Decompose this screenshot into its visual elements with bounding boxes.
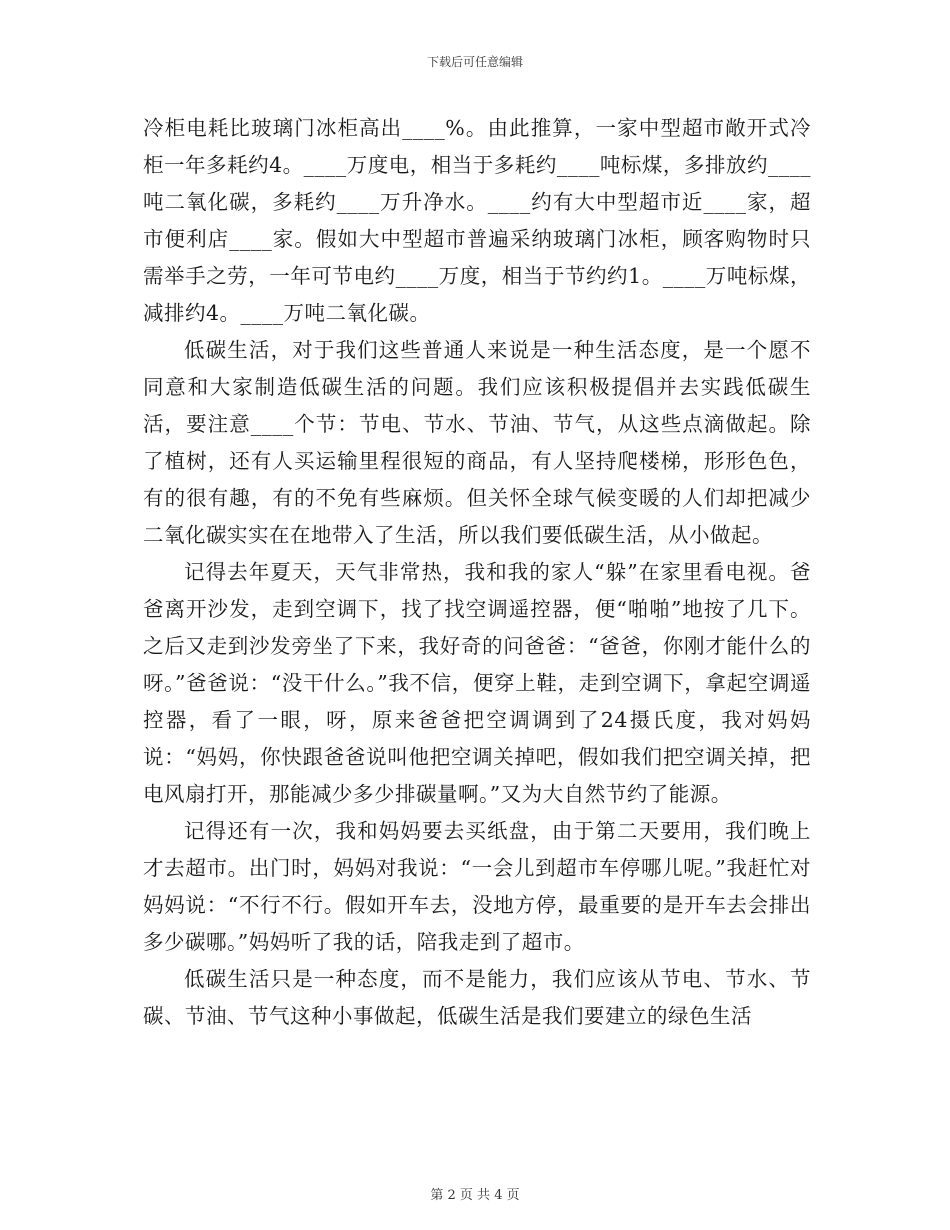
- document-body: [143, 110, 811, 1035]
- page-footer: 第 2 页 共 4 页: [430, 1188, 520, 1203]
- paragraph-2: 低碳生活，对于我们这些普通人来说是一种生活态度，是一个愿不同意和大家制造低碳生活的问题。我们应该积极提倡并去实践低碳生活，要注意____个节：节电、节水、节油、节气，从这些点滴做起。除了植树，还有人买运输里程很短的商品，有人坚持爬楼梯，形形色色，有的很有趣，有的不免有些麻烦。但关怀全球气候变暖的人们却把减少二氧化碳实实在在地带入了生活，所以我们要低碳生活，从小做起。: [143, 338, 811, 547]
- paragraph-4: 记得还有一次，我和妈妈要去买纸盘，由于第二天要用，我们晚上才去超市。出门时，妈妈对我说：“一会儿到超市车停哪儿呢。”我赶忙对妈妈说：“不行不行。假如开车去，没地方停，最重要的是开车去会排出多少碳哪。”妈妈听了我的话，陪我走到了超市。: [143, 819, 811, 954]
- paragraph-5: 低碳生活只是一种态度，而不是能力，我们应该从节电、节水、节碳、节油、节气这种小事做起，低碳生活是我们要建立的绿色生活: [143, 967, 811, 1028]
- paragraph-3: 记得去年夏天，天气非常热，我和我的家人“躲”在家里看电视。爸爸离开沙发，走到空调下，找了找空调遥控器，便“啪啪”地按了几下。之后又走到沙发旁坐了下来，我好奇的问爸爸：“爸爸，你刚才能什么的呀。”爸爸说：“没干什么。”我不信，便穿上鞋，走到空调下，拿起空调遥控器，看了一眼，呀，原来爸爸把空调调到了24摄氏度，我对妈妈说：“妈妈，你快跟爸爸说叫他把空调关掉吧，假如我们把空调关掉，把电风扇打开，那能减少多少排碳量啊。”又为大自然节约了能源。: [143, 560, 811, 806]
- paragraph-1: 冷柜电耗比玻璃门冰柜高出____%。由此推算，一家中型超市敞开式冷柜一年多耗约4。____万度电，相当于多耗约____吨标煤，多排放约____吨二氧化碳，多耗约____万升净水。____约有大中型超市近____家，超市便利店____家。假如大中型超市普遍采纳玻璃门冰柜，顾客购物时只需举手之劳，一年可节电约____万度，相当于节约约1。____万吨标煤，减排约4。____万吨二氧化碳。: [143, 116, 811, 325]
- page-header: 下载后可任意编辑: [426, 55, 523, 69]
